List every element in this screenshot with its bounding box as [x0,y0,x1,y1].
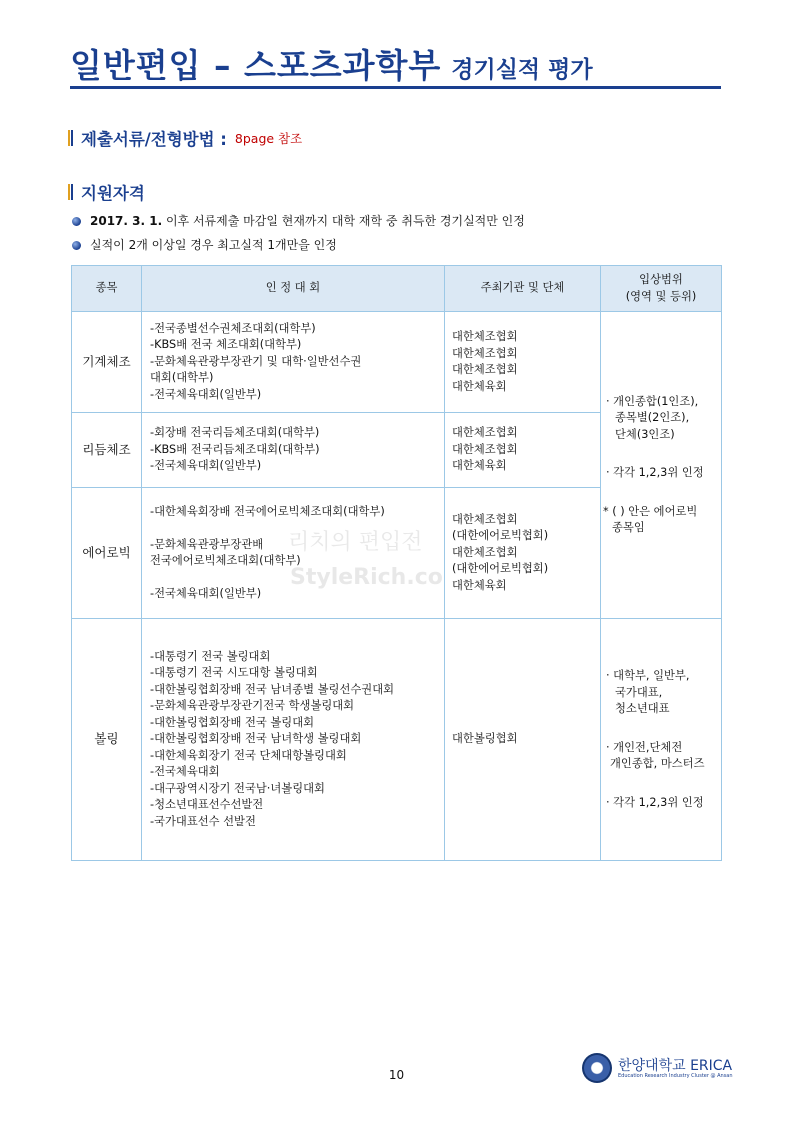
range-item: · 각각 1,2,3위 인정 [606,466,704,479]
header-range-line: 입상범위 [639,273,683,286]
competition-item: -전국체육대회 [150,765,220,779]
table-header-row [72,266,722,312]
competition-item: -대구광역시장기 전국남·녀볼링대회 [150,781,325,795]
range-item: 단체(3인조) [615,427,675,441]
competition-list [142,619,445,861]
competition-item: -KBS배 전국리듬체조대회(대학부) [150,442,320,456]
range-item: 개인종합, 마스터즈 [610,757,705,770]
organizer-item: 대한체육회 [452,578,507,592]
competition-item: -대한볼링협회장배 전국 남녀학생 볼링대회 [150,732,362,746]
organizer-list [445,312,601,413]
organizer-list [445,413,601,488]
competition-item: -국가대표선수 선발전 [150,814,256,828]
section-heading: 제출서류/전형방법 : [81,130,227,149]
competition-item: -회장배 전국리듬체조대회(대학부) [150,426,320,440]
range-bowling [601,619,722,861]
organizer-item: 대한체조협회 [452,426,518,440]
competition-item: -전국체육대회(일반부) [150,459,262,473]
competition-list [142,413,445,488]
competition-item: -전국체육대회(일반부) [150,387,262,401]
organizer-item: 대한볼링협회 [452,732,518,746]
header-sport: 종목 [72,266,142,312]
page-title [70,40,593,84]
page-number: 10 [388,1068,405,1082]
title-main: 일반편입 – 스포츠과학부 [70,46,442,85]
watermark-site: StyleRich.co [290,565,443,590]
organizer-item: 대한체육회 [452,459,507,473]
competition-item: -대한체육회장기 전국 단체대항볼링대회 [150,748,347,762]
section-reference: 8page 참조 [234,131,303,146]
header-range [601,266,722,312]
bullet-text: 이후 서류제출 마감일 현재까지 대학 재학 중 취득한 경기실적만 인정 [162,214,525,228]
range-item: 종목임 [612,521,645,534]
section-heading: 지원자격 [81,184,145,203]
title-sub: 경기실적 평가 [451,57,593,83]
competition-item: -전국종별선수권체조대회(대학부) [150,321,316,335]
watermark-text: 리치의 편입전 [288,530,423,555]
header-range-line: (영역 및 등위) [625,289,697,303]
range-item: · 개인종합(1인조), [606,394,699,408]
competition-item: -문화체육관광부장관배 [150,537,264,551]
competition-item: -청소년대표선수선발전 [150,798,264,812]
bullet-item [72,212,525,229]
sport-name: 리듬체조 [72,413,142,488]
section-submission [68,126,302,150]
competition-item: -대통령기 전국 볼링대회 [150,649,271,663]
range-item: · 개인전,단체전 [606,740,683,754]
competition-item: 전국에어로빅체조대회(대학부) [150,554,301,567]
organizer-item: 대한체조협회 [452,545,518,559]
university-emblem-icon [582,1053,612,1083]
competition-item: -문화체육관광부장관기 및 대학·일반선수권 [150,354,362,368]
range-item: · 대학부, 일반부, [606,669,690,682]
competition-table [71,265,722,861]
bullet-icon [72,241,81,250]
bullet-icon [72,217,81,226]
logo-text: 한양대학교 ERICA [618,1058,733,1074]
competition-item: 대회(대학부) [150,371,214,385]
logo-subtitle: Education Research Industry Cluster @ Ansan [618,1073,733,1079]
section-eligibility [68,180,145,204]
organizer-item: 대한체조협회 [452,442,518,456]
competition-list [142,312,445,413]
organizer-list [445,488,601,619]
bullet-text: 실적이 2개 이상일 경우 최고실적 1개만을 인정 [90,238,337,252]
organizer-item: 대한체육회 [452,379,507,393]
section-marker-icon [68,184,73,200]
competition-item: -KBS배 전국 체조대회(대학부) [150,338,302,352]
range-gymnastics [601,312,722,619]
sport-name: 기계체조 [72,312,142,413]
competition-item: -전국체육대회(일반부) [150,586,262,600]
organizer-item: 대한체조협회 [452,363,518,376]
organizer-list [445,619,601,861]
section-marker-icon [68,130,73,146]
range-item: 국가대표, [615,685,663,699]
sport-name: 에어로빅 [72,488,142,619]
range-item: 종목별(2인조), [615,411,690,424]
header-competitions: 인 정 대 회 [142,266,445,312]
bullet-item [72,236,337,253]
competition-item: -대한체육회장배 전국에어로빅체조대회(대학부) [150,505,385,518]
header-organizer: 주최기관 및 단체 [445,266,601,312]
competition-item: -대통령기 전국 시도대항 볼링대회 [150,666,318,680]
competition-item: -대한볼링협회장배 전국 남녀종별 볼링선수권대회 [150,682,395,696]
organizer-item: (대한에어로빅협회) [452,562,549,576]
competition-item: -대한볼링협회장배 전국 볼링대회 [150,715,315,729]
range-item: · 각각 1,2,3위 인정 [606,795,704,809]
sport-name: 볼링 [72,619,142,861]
table-row [72,312,722,413]
table-row [72,619,722,861]
range-item: 청소년대표 [615,702,670,715]
competition-item: -문화체육관광부장관기전국 학생볼링대회 [150,699,355,713]
organizer-item: 대한체조협회 [452,330,518,343]
organizer-item: 대한체조협회 [452,512,518,526]
bullet-bold: 2017. 3. 1. [90,214,163,228]
title-underline [70,86,721,89]
organizer-item: 대한체조협회 [452,346,518,360]
university-logo [582,1053,733,1085]
organizer-item: (대한에어로빅협회) [452,529,549,543]
range-item: * ( ) 안은 에어로빅 [603,504,698,518]
